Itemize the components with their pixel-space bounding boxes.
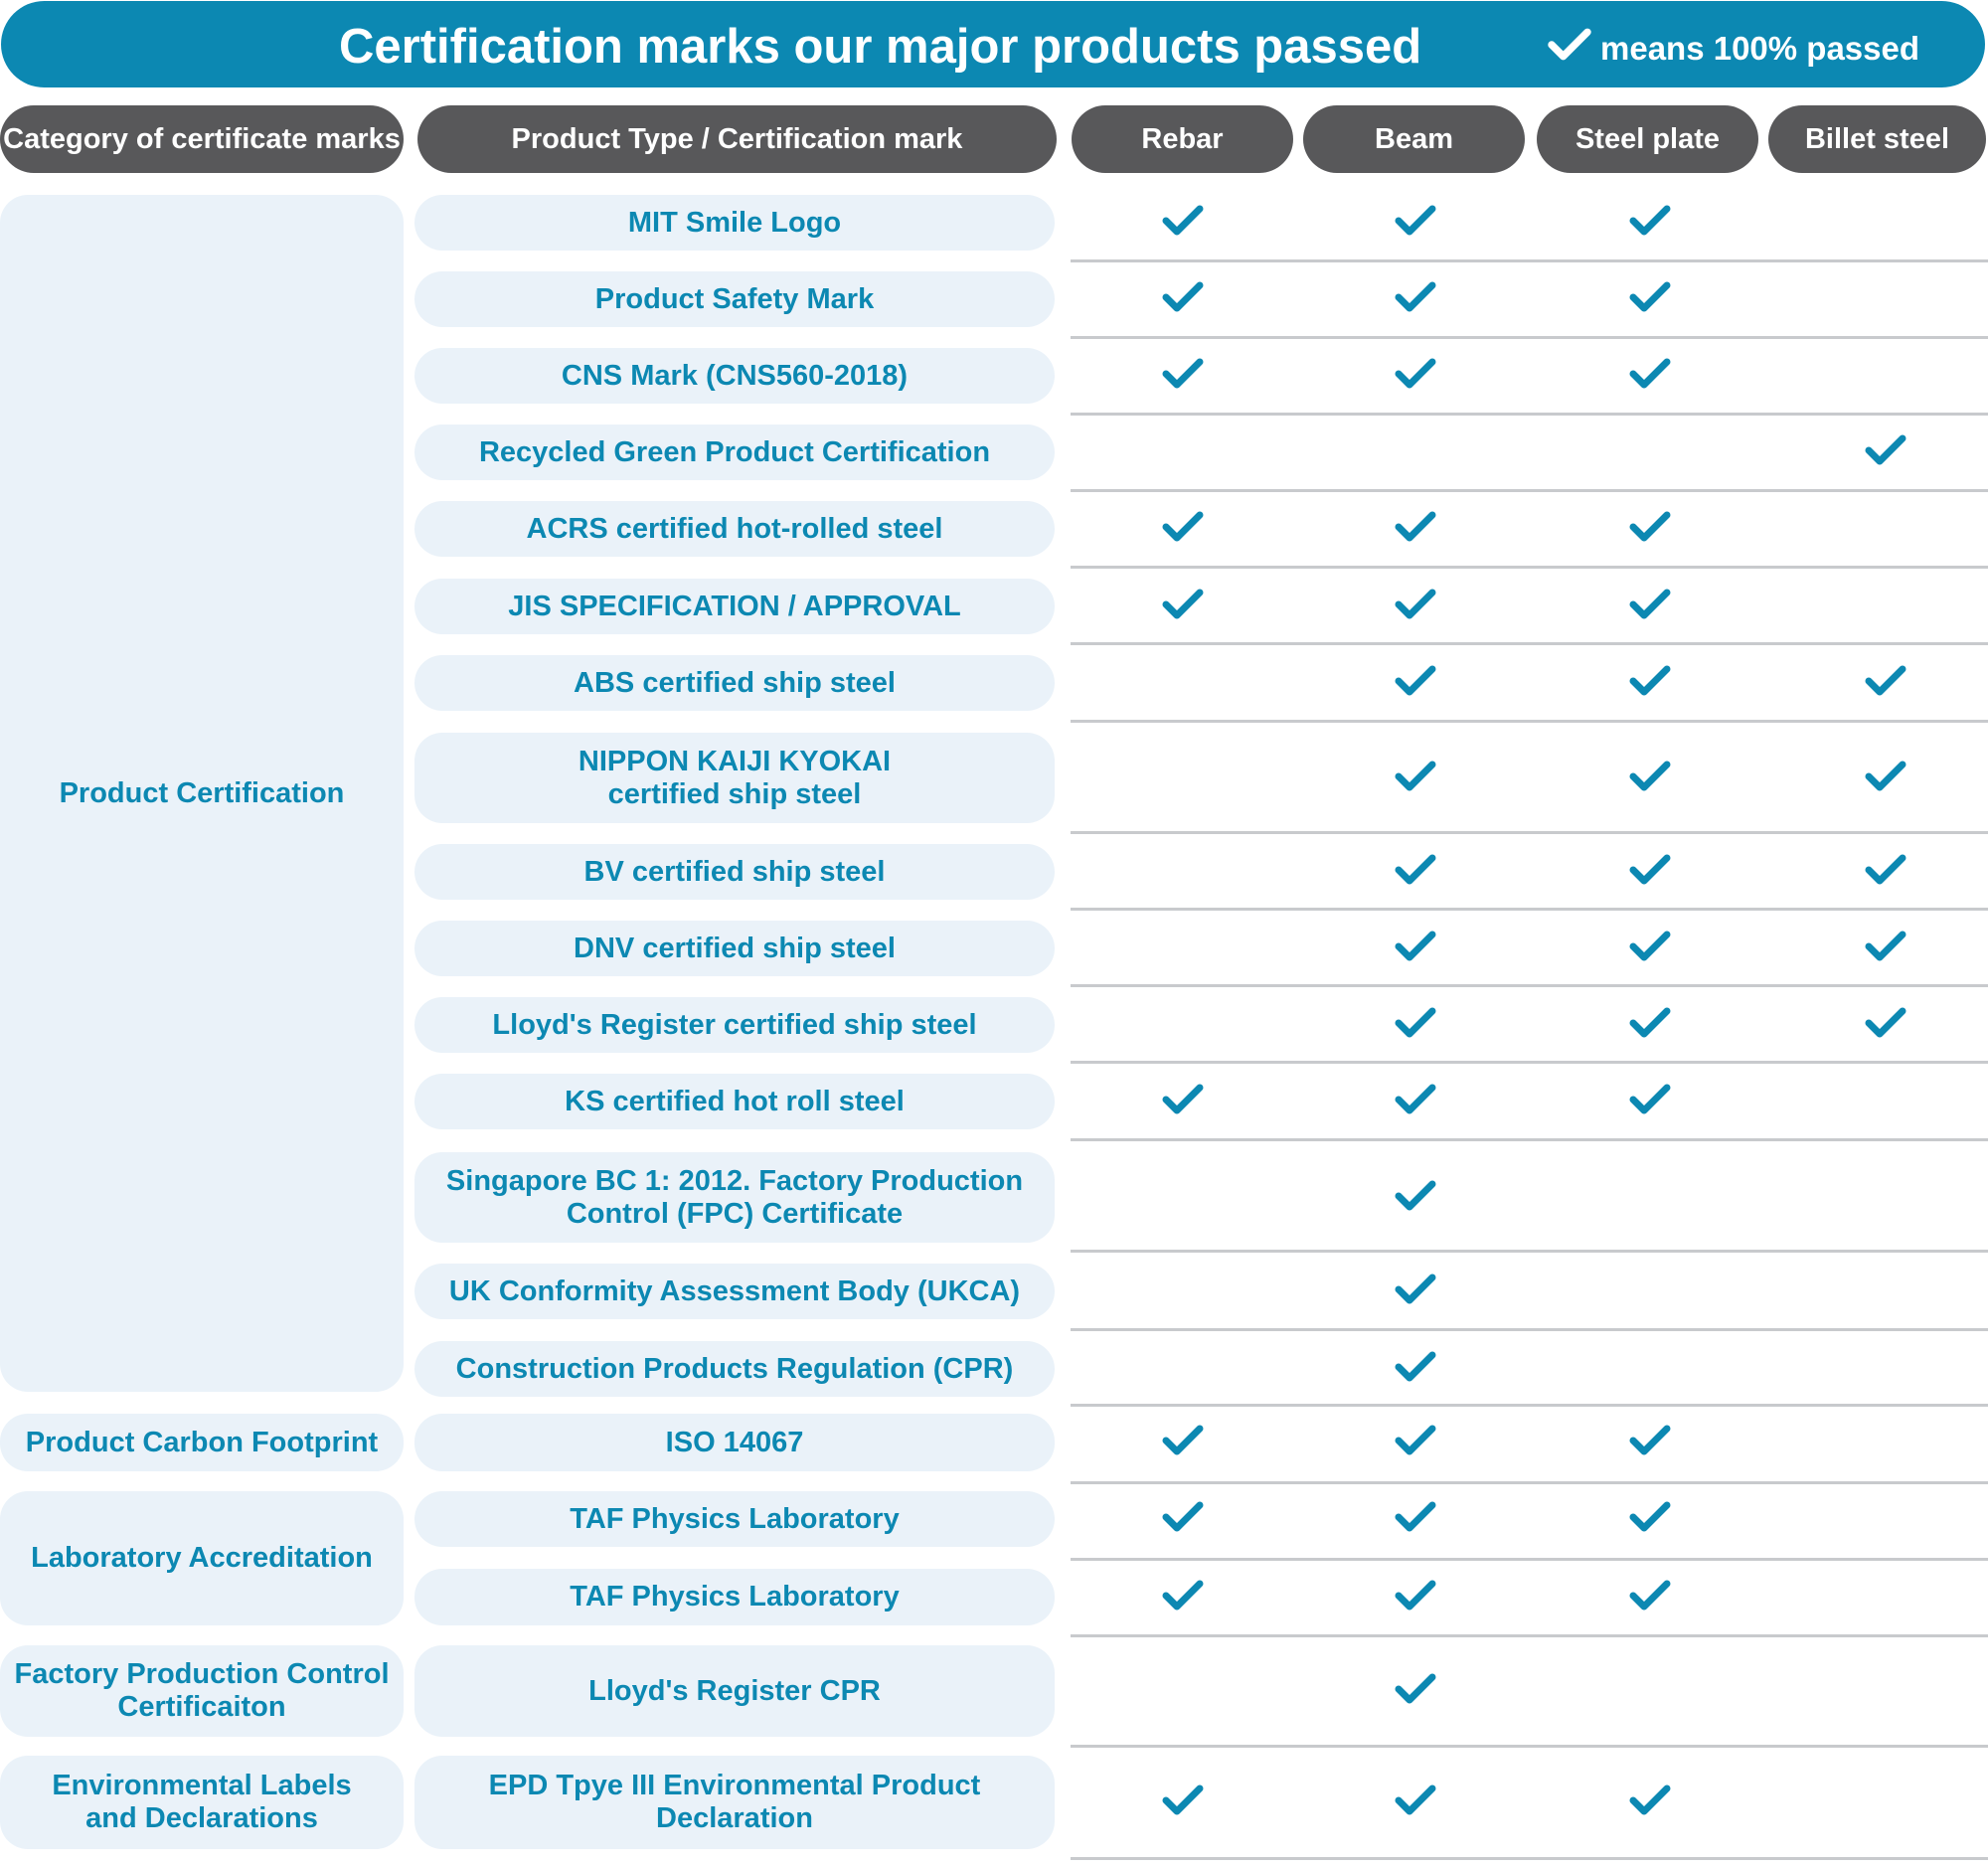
check-icon-billet-steel	[1865, 1006, 1906, 1040]
check-icon-billet-steel	[1865, 853, 1906, 887]
certification-mark-cell: CNS Mark (CNS560-2018)	[414, 348, 1055, 404]
row-separator	[1071, 1558, 1988, 1561]
certification-mark-cell: JIS SPECIFICATION / APPROVAL	[414, 579, 1055, 634]
certification-mark-cell: UK Conformity Assessment Body (UKCA)	[414, 1264, 1055, 1319]
column-header-product: Product Type / Certification mark	[417, 105, 1057, 173]
row-separator	[1071, 1328, 1988, 1331]
certification-mark-cell: TAF Physics Laboratory	[414, 1491, 1055, 1547]
column-header-steel-plate: Steel plate	[1537, 105, 1758, 173]
check-icon-steel-plate	[1629, 1083, 1671, 1116]
check-icon-beam	[1395, 1424, 1436, 1457]
row-separator	[1071, 908, 1988, 911]
check-icon-rebar	[1162, 280, 1204, 314]
certification-mark-cell: Singapore BC 1: 2012. Factory Production Control (FPC) Certificate	[414, 1152, 1055, 1243]
check-icon-steel-plate	[1629, 1006, 1671, 1040]
certification-mark-cell: ISO 14067	[414, 1414, 1055, 1471]
column-header-category: Category of certificate marks	[0, 105, 404, 173]
check-icon-beam	[1395, 1083, 1436, 1116]
column-header-beam: Beam	[1303, 105, 1525, 173]
check-icon-beam	[1395, 664, 1436, 698]
category-product-certification: Product Certification	[0, 195, 404, 1392]
title-banner	[1, 1, 1985, 87]
certification-mark-cell: BV certified ship steel	[414, 844, 1055, 900]
check-icon-steel-plate	[1629, 664, 1671, 698]
certification-mark-cell: NIPPON KAIJI KYOKAI certified ship steel	[414, 733, 1055, 823]
check-icon-beam	[1395, 853, 1436, 887]
check-icon-steel-plate	[1629, 853, 1671, 887]
certification-mark-cell: ACRS certified hot-rolled steel	[414, 501, 1055, 557]
check-icon-steel-plate	[1629, 1783, 1671, 1817]
certification-mark-cell: Recycled Green Product Certification	[414, 425, 1055, 480]
check-icon-rebar	[1162, 1424, 1204, 1457]
check-icon-beam	[1395, 930, 1436, 963]
row-separator	[1071, 1481, 1988, 1484]
check-icon-beam	[1395, 1179, 1436, 1213]
row-separator	[1071, 1404, 1988, 1407]
row-separator	[1071, 831, 1988, 834]
category-carbon-footprint: Product Carbon Footprint	[0, 1414, 404, 1471]
row-separator	[1071, 1061, 1988, 1064]
check-icon-beam	[1395, 760, 1436, 793]
check-icon-beam	[1395, 204, 1436, 238]
check-icon-steel-plate	[1629, 204, 1671, 238]
check-icon-steel-plate	[1629, 930, 1671, 963]
certification-mark-cell: ABS certified ship steel	[414, 655, 1055, 711]
category-factory-production-control: Factory Production Control Certificaiton	[0, 1645, 404, 1737]
row-separator	[1071, 1250, 1988, 1253]
check-icon-beam	[1395, 1006, 1436, 1040]
check-icon-beam	[1395, 357, 1436, 391]
check-icon-beam	[1395, 280, 1436, 314]
certification-mark-cell: EPD Tpye III Environmental Product Declaration	[414, 1756, 1055, 1849]
check-icon-steel-plate	[1629, 510, 1671, 544]
check-icon-beam	[1395, 1783, 1436, 1817]
certification-mark-cell: MIT Smile Logo	[414, 195, 1055, 251]
check-icon-steel-plate	[1629, 1500, 1671, 1534]
certification-mark-cell: Construction Products Regulation (CPR)	[414, 1341, 1055, 1397]
check-icon-rebar	[1162, 1783, 1204, 1817]
check-icon-billet-steel	[1865, 930, 1906, 963]
check-icon-steel-plate	[1629, 357, 1671, 391]
row-separator	[1071, 1857, 1988, 1860]
check-icon-beam	[1395, 588, 1436, 621]
check-icon-rebar	[1162, 204, 1204, 238]
legend-text: means 100% passed	[1600, 30, 1920, 67]
check-icon-beam	[1395, 1500, 1436, 1534]
row-separator	[1071, 984, 1988, 987]
check-icon-beam	[1395, 510, 1436, 544]
check-icon-beam	[1395, 1672, 1436, 1706]
category-environmental-labels: Environmental Labels and Declarations	[0, 1756, 404, 1849]
check-icon-steel-plate	[1629, 1579, 1671, 1613]
check-icon-rebar	[1162, 1083, 1204, 1116]
column-header-billet-steel: Billet steel	[1768, 105, 1986, 173]
page-title: Certification marks our major products passed	[339, 20, 1422, 74]
certification-mark-cell: TAF Physics Laboratory	[414, 1569, 1055, 1625]
check-icon-rebar	[1162, 1500, 1204, 1534]
row-separator	[1071, 720, 1988, 723]
check-icon-billet-steel	[1865, 760, 1906, 793]
row-separator	[1071, 1634, 1988, 1637]
check-icon-beam	[1395, 1273, 1436, 1306]
certification-mark-cell: KS certified hot roll steel	[414, 1074, 1055, 1129]
row-separator	[1071, 413, 1988, 416]
category-lab-accreditation: Laboratory Accreditation	[0, 1491, 404, 1625]
column-header-rebar: Rebar	[1072, 105, 1293, 173]
row-separator	[1071, 1745, 1988, 1748]
check-icon-billet-steel	[1865, 433, 1906, 467]
check-icon-rebar	[1162, 588, 1204, 621]
certification-mark-cell: Lloyd's Register CPR	[414, 1645, 1055, 1737]
check-icon-rebar	[1162, 1579, 1204, 1613]
row-separator	[1071, 1138, 1988, 1141]
certification-mark-cell: Lloyd's Register certified ship steel	[414, 997, 1055, 1053]
check-icon-beam	[1395, 1579, 1436, 1613]
check-icon-billet-steel	[1865, 664, 1906, 698]
check-icon-beam	[1395, 1350, 1436, 1384]
certification-mark-cell: DNV certified ship steel	[414, 921, 1055, 976]
row-separator	[1071, 259, 1988, 262]
check-icon-rebar	[1162, 357, 1204, 391]
check-icon-steel-plate	[1629, 1424, 1671, 1457]
row-separator	[1071, 566, 1988, 569]
check-icon-rebar	[1162, 510, 1204, 544]
check-icon-steel-plate	[1629, 280, 1671, 314]
check-icon-steel-plate	[1629, 588, 1671, 621]
row-separator	[1071, 642, 1988, 645]
check-icon	[1547, 27, 1592, 63]
row-separator	[1071, 489, 1988, 492]
certification-mark-cell: Product Safety Mark	[414, 271, 1055, 327]
check-icon-steel-plate	[1629, 760, 1671, 793]
row-separator	[1071, 336, 1988, 339]
